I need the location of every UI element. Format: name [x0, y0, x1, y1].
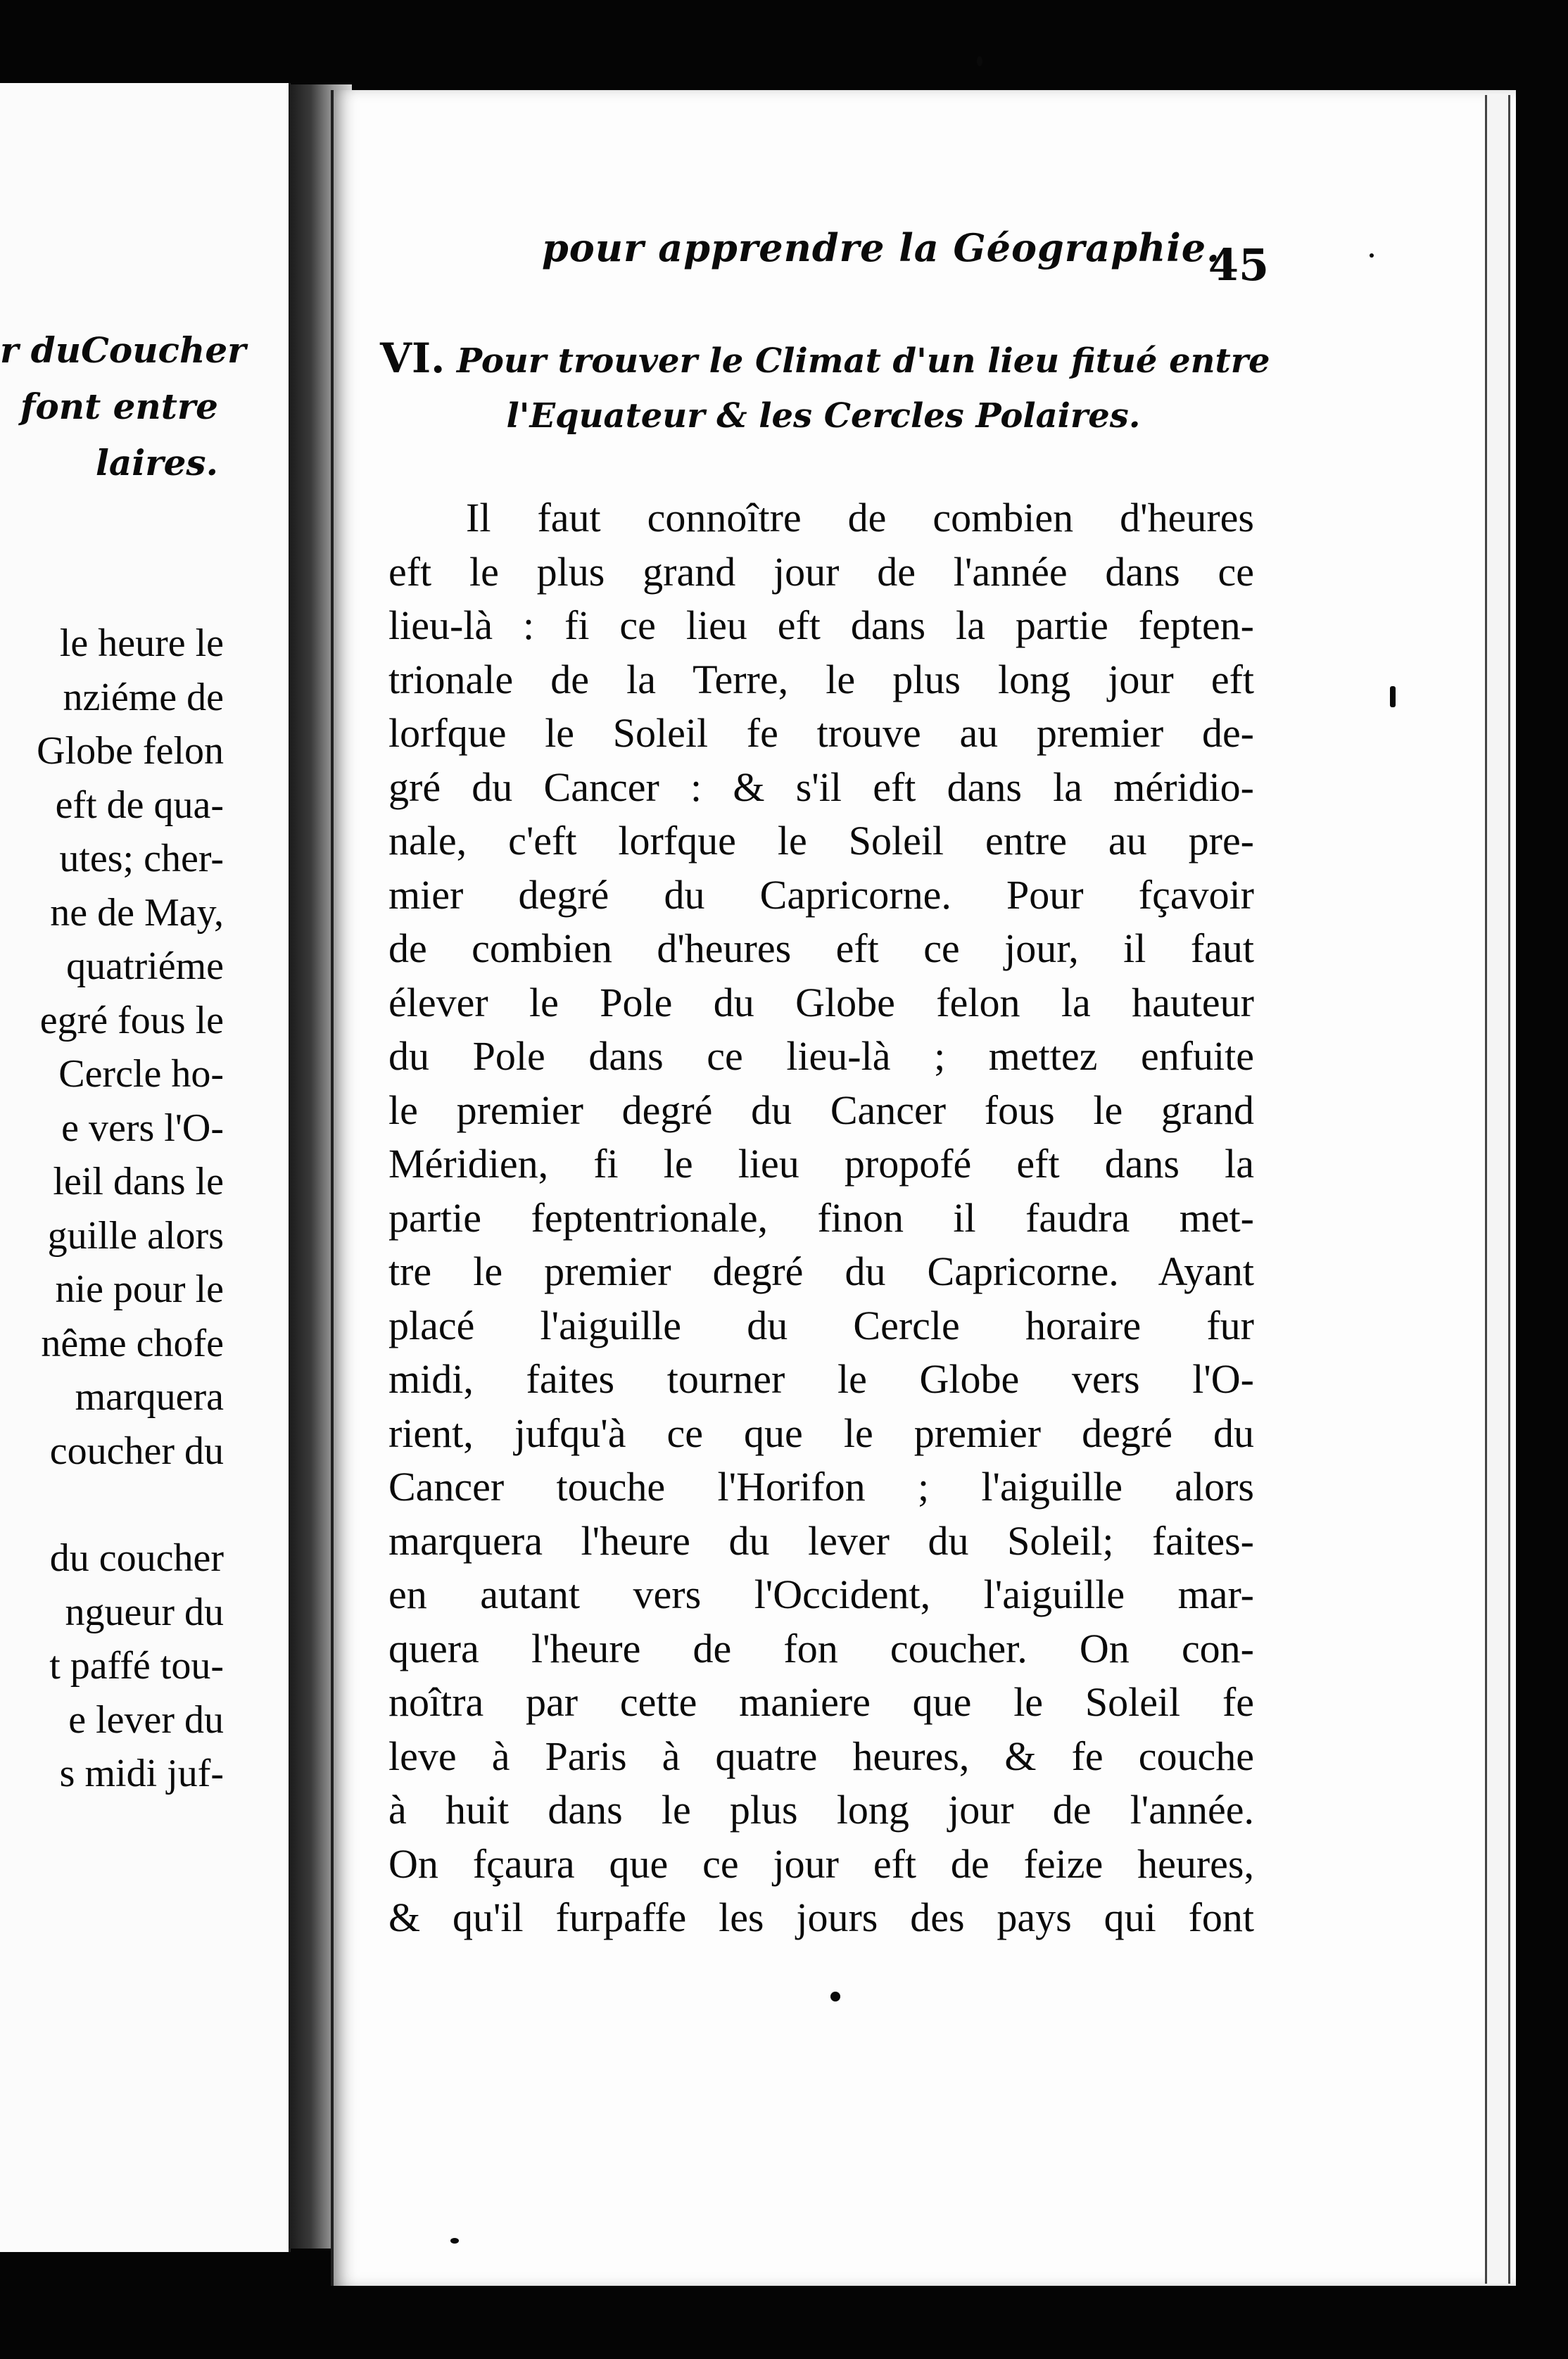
- body-line: nale, c'eft lorfque le Soleil entre au pre-: [388, 818, 1254, 864]
- left-body-line: du coucher: [49, 1536, 224, 1580]
- ink-speck: [830, 1992, 840, 2001]
- left-body-line: utes; cher-: [59, 837, 224, 880]
- left-body-line: e lever du: [68, 1697, 224, 1742]
- body-line: élever le Pole du Globe felon la hauteur: [388, 979, 1254, 1025]
- body-line: à huit dans le plus long jour de l'année.: [388, 1787, 1254, 1833]
- section-title: [380, 331, 1270, 443]
- left-page-body: [0, 616, 224, 1801]
- body-line: trionale de la Terre, le plus long jour eft: [388, 656, 1254, 702]
- body-line: en autant vers l'Occident, l'aiguille mar-: [388, 1571, 1254, 1617]
- section-title-line-2: l'Equateur & les Cercles Polaires.: [506, 396, 1141, 436]
- left-body-line: eft de qua-: [55, 783, 224, 827]
- body-line: lorfque le Soleil fe trouve au premier de-: [388, 710, 1254, 756]
- left-body-line: nziéme de: [63, 675, 224, 719]
- body-line: tre le premier degré du Capricorne. Ayant: [388, 1248, 1254, 1294]
- left-body-line: nême chofe: [41, 1321, 224, 1365]
- left-body-line: Globe felon: [37, 729, 224, 773]
- left-body-line: Cercle ho-: [58, 1052, 224, 1096]
- left-body-line: t paffé tou-: [49, 1644, 224, 1688]
- left-body-line: s midi juf-: [59, 1752, 224, 1795]
- left-page: [0, 83, 291, 2252]
- body-line: lieu-là : fi ce lieu eft dans la partie fepten-: [388, 602, 1254, 648]
- body-line: Il faut connoître de combien d'heures: [466, 495, 1254, 540]
- left-body-line: e vers l'O-: [61, 1106, 224, 1150]
- body-line: de combien d'heures eft ce jour, il faut: [388, 925, 1254, 971]
- left-body-line: ngueur du: [65, 1590, 224, 1634]
- body-line: le premier degré du Cancer fous le grand: [388, 1087, 1254, 1133]
- left-heading-line: laires.: [95, 442, 218, 483]
- body-paragraph: [388, 491, 1254, 1945]
- left-body-line: coucher du: [49, 1429, 224, 1473]
- left-heading-line: r duCoucher: [0, 329, 246, 371]
- left-body-line: ne de May,: [50, 890, 224, 935]
- body-line: mier degré du Capricorne. Pour fçavoir: [388, 871, 1254, 918]
- body-line: leve à Paris à quatre heures, & fe couche: [388, 1733, 1254, 1779]
- left-body-line: leil dans le: [53, 1160, 224, 1203]
- section-title-text: Pour trouver le Climat d'un lieu fitué entre: [457, 341, 1270, 381]
- section-title-line-1: [380, 331, 1270, 388]
- left-body-line: guille alors: [47, 1213, 224, 1258]
- body-line: On fçaura que ce jour eft de feize heures,: [388, 1840, 1254, 1887]
- left-body-line: egré fous le: [39, 998, 224, 1042]
- body-line: partie feptentrionale, finon il faudra met-: [388, 1194, 1254, 1241]
- ink-speck: [1370, 253, 1374, 258]
- left-body-line: quatriéme: [66, 944, 224, 988]
- page-number: 45: [1208, 239, 1270, 291]
- body-line: noîtra par cette maniere que le Soleil fe: [388, 1679, 1254, 1725]
- body-line: quera l'heure de fon coucher. On con-: [388, 1625, 1254, 1671]
- body-line: Cancer touche l'Horifon ; l'aiguille alors: [388, 1464, 1254, 1510]
- body-line: rient, jufqu'à ce que le premier degré du: [388, 1410, 1254, 1456]
- body-line: gré du Cancer : & s'il eft dans la méridio-: [388, 764, 1254, 810]
- body-line: eft le plus grand jour de l'année dans ce: [388, 548, 1254, 595]
- body-line: du Pole dans ce lieu-là ; mettez enfuite: [388, 1033, 1254, 1079]
- section-number: VI.: [380, 334, 445, 382]
- paragraph-gap: [0, 1478, 224, 1531]
- ink-speck: [1390, 686, 1396, 707]
- running-head: pour apprendre la Géographie.: [542, 225, 1220, 270]
- page-edges: [1485, 95, 1510, 2284]
- left-body-line: marquera: [75, 1375, 224, 1419]
- body-line: Méridien, fi le lieu propofé eft dans la: [388, 1141, 1254, 1187]
- left-page-heading: [0, 322, 246, 491]
- left-body-line: le heure le: [59, 621, 224, 665]
- ink-speck: [977, 56, 982, 66]
- body-line: marquera l'heure du lever du Soleil; faites-: [388, 1517, 1254, 1564]
- body-line: & qu'il furpaffe les jours des pays qui font: [388, 1895, 1254, 1940]
- body-line: placé l'aiguille du Cercle horaire fur: [388, 1302, 1254, 1348]
- left-body-line: nie pour le: [55, 1267, 224, 1311]
- body-line: midi, faites tourner le Globe vers l'O-: [388, 1356, 1254, 1402]
- left-heading-line: font entre: [20, 386, 218, 427]
- ink-speck: [450, 2238, 459, 2244]
